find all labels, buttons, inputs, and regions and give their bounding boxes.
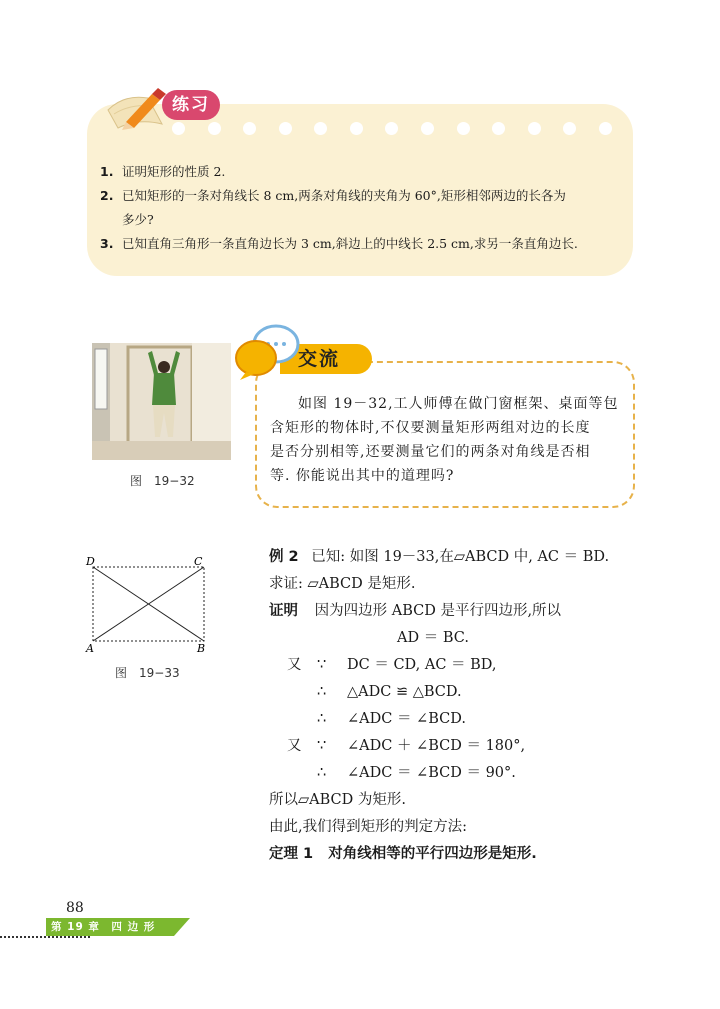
practice-title: 练习 [162, 90, 220, 120]
practice-list [100, 160, 620, 256]
speech-bubble-icon [232, 322, 302, 382]
practice-item-3: 3. 已知直角三角形一条直角边长为 3 cm,斜边上的中线长 2.5 cm,求另一条直角边长. [100, 236, 578, 251]
proof-equation: AD ＝ BC. [397, 630, 469, 646]
theorem-label: 定理 1 [269, 846, 314, 862]
practice-item-2: 2. 已知矩形的一条对角线长 8 cm,两条对角线的夹角为 60°,矩形相邻两边的长各为 [100, 188, 566, 203]
example-heading: 例 2 [269, 549, 299, 565]
theorem-text: 对角线相等的平行四边形是矩形. [328, 846, 537, 862]
proof-step: ∴ △ADC ≌ △BCD. [317, 684, 462, 700]
proof-conclusion: 所以▱ABCD 为矩形. [269, 792, 406, 808]
exchange-text: 如图 19－32,工人师傅在做门窗框架、桌面等包 含矩形的物体时,不仅要测量矩形两组对边的长度 是否分别相等,还要测量它们的两条对角线是否相 等. 你能说出其中的道理吗? [270, 396, 619, 484]
example-2 [269, 544, 649, 868]
rectangle-figure [84, 555, 214, 655]
vertex-label-a: A [86, 642, 94, 655]
exchange-title: 交流 [298, 348, 341, 370]
page-number: 88 [66, 900, 84, 916]
vertex-label-b: B [197, 642, 206, 655]
practice-item-1: 1. 证明矩形的性质 2. [100, 164, 226, 179]
method-intro: 由此,我们得到矩形的判定方法: [269, 819, 467, 835]
practice-item-2-cont: 多少? [122, 212, 154, 227]
footer-dotted-line [0, 936, 90, 938]
example-prove: 求证: ▱ABCD 是矩形. [269, 576, 416, 592]
proof-intro: 因为四边形 ABCD 是平行四边形,所以 [314, 603, 562, 619]
proof-step: ∴ ∠ADC ＝ ∠BCD. [317, 711, 466, 727]
example-given: 已知: 如图 19－33,在▱ABCD 中, AC ＝ BD. [311, 549, 610, 565]
figure-caption-19-33: 图 19−33 [115, 666, 180, 680]
worker-photo [92, 343, 231, 460]
proof-step: ∴ ∠ADC ＝ ∠BCD ＝ 90°. [317, 765, 516, 781]
proof-label: 证明 [269, 603, 298, 619]
proof-step: 又 ∵ DC ＝ CD, AC ＝ BD, [287, 657, 497, 673]
vertex-label-c: C [194, 555, 203, 568]
practice-dots [172, 122, 612, 136]
chapter-label: 第 19 章 四 边 形 [51, 921, 156, 933]
figure-caption-19-32: 图 19−32 [130, 474, 195, 488]
proof-step: 又 ∵ ∠ADC ＋ ∠BCD ＝ 180°, [287, 738, 526, 754]
vertex-label-d: D [86, 555, 95, 568]
